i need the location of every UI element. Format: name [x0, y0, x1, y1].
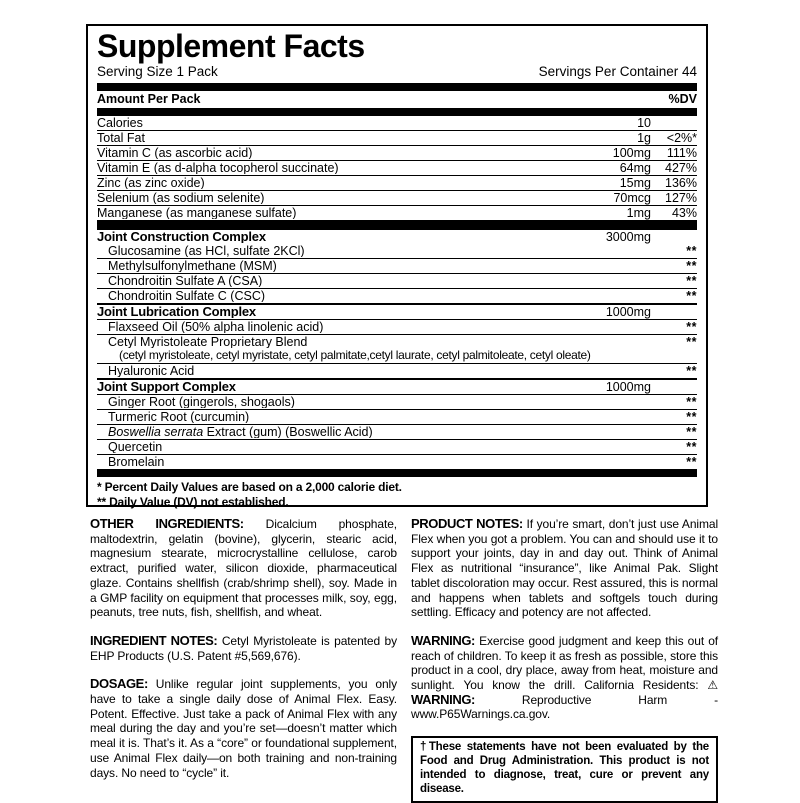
nutrient-amount: 15mg: [619, 176, 651, 190]
nutrient-amount: 70mcg: [613, 191, 651, 205]
section-header-joint-support: [97, 378, 697, 394]
ingredient-name: Glucosamine (as HCl, sulfate 2KCl): [108, 245, 305, 257]
divider-bar: [97, 469, 697, 477]
supplement-facts-panel: [86, 24, 708, 507]
amount-per-pack-header: Amount Per Pack: [97, 92, 201, 106]
ingredient-dv: **: [686, 259, 697, 273]
other-ingredients-label: OTHER INGREDIENTS:: [90, 516, 244, 531]
section-name: Joint Support Complex: [97, 381, 236, 393]
section-item: [97, 258, 697, 273]
divider-bar: [97, 83, 697, 91]
nutrient-name: Calories: [97, 117, 143, 129]
ingredient-name: Cetyl Myristoleate Proprietary Blend: [108, 336, 308, 348]
ingredient-dv: **: [686, 455, 697, 469]
ingredient-dv: **: [686, 410, 697, 424]
nutrient-amount: 64mg: [619, 161, 651, 175]
nutrient-name: Zinc (as zinc oxide): [97, 177, 205, 189]
divider-bar: [97, 108, 697, 116]
nutrient-dv: 111%: [666, 146, 697, 160]
section-item: [97, 319, 697, 334]
ingredient-dv: **: [686, 364, 697, 378]
product-notes-text: If you’re smart, don’t just use Animal Flex when you got a problem. You can and should use it to support your joints, day in and day out. Think of Animal Flex as nutritional “insurance”, like Animal Pak. Slight tablet discoloration may occur. Rest assured, this is normal and happens when tablets and softgels touch during settling. Efficacy and potency are not affected.: [411, 517, 719, 620]
nutrient-row-zinc: [97, 175, 697, 190]
section-item: [97, 454, 697, 469]
nutrient-dv: 136%: [665, 176, 697, 190]
info-column-right: [411, 517, 718, 803]
section-item: [97, 288, 697, 303]
ingredient-name: Hyaluronic Acid: [108, 365, 195, 377]
section-item: [97, 394, 697, 409]
nutrient-name: Vitamin E (as d-alpha tocopherol succinate): [97, 162, 339, 174]
ingredient-name: Chondroitin Sulfate A (CSA): [108, 275, 263, 287]
warning-triangle-icon: ⚠: [707, 678, 718, 693]
nutrient-row-selenium: [97, 190, 697, 205]
ingredient-name: Ginger Root (gingerols, shogaols): [108, 396, 295, 408]
section-name: Joint Lubrication Complex: [97, 306, 256, 318]
nutrient-name: Selenium (as sodium selenite): [97, 192, 265, 204]
section-item: [97, 439, 697, 454]
nutrient-row-vitamin-c: [97, 145, 697, 160]
ingredient-dv: **: [686, 244, 697, 258]
column-header-row: [97, 91, 697, 108]
nutrient-dv: 427%: [665, 161, 697, 175]
info-column-left: [90, 517, 397, 794]
fda-disclaimer-box: [411, 736, 718, 803]
warning-label: WARNING:: [411, 632, 475, 648]
dosage-label: DOSAGE:: [90, 676, 148, 692]
divider-bar: [97, 220, 697, 228]
panel-footnotes: [97, 480, 697, 510]
footnote-dv-not-established: ** Daily Value (DV) not established.: [97, 495, 289, 509]
nutrient-name: Manganese (as manganese sulfate): [97, 207, 297, 219]
dv-header: %DV: [668, 92, 697, 106]
other-ingredients-paragraph: [90, 517, 397, 620]
ingredient-name: Bromelain: [108, 456, 165, 468]
section-item: [97, 409, 697, 424]
dosage-text: Unlike regular joint supplements, you only have to take a single daily dose of Animal Flex. Easy. Potent. Effective. Just take a pack of Animal Flex with any meal during the day and you’re set—doesn’t matter which meal it is. That’s it. As a “core” or foundational supplement, use Animal Flex daily—on both training and non-training days. No need to “cycle” it.: [90, 677, 398, 780]
nutrient-dv: 43%: [671, 206, 697, 220]
ingredient-name: Turmeric Root (curcumin): [108, 411, 250, 423]
nutrient-amount: 100mg: [612, 146, 651, 160]
ingredient-name: Quercetin: [108, 441, 163, 453]
ingredient-dv: **: [686, 274, 697, 288]
ingredient-name-italic: Boswellia serrata: [108, 426, 204, 438]
section-item: [97, 334, 697, 349]
ingredient-name: Chondroitin Sulfate C (CSC): [108, 290, 266, 302]
warning-paragraph: [411, 634, 718, 722]
nutrient-row-total-fat: [97, 130, 697, 145]
ingredient-dv: **: [686, 335, 697, 349]
section-header-joint-lubrication: [97, 303, 697, 319]
ingredient-name-rest: Extract (gum) (Boswellic Acid): [203, 426, 373, 438]
warning-text-2: Reproductive Harm - www.P65Warnings.ca.gov.: [411, 692, 718, 722]
nutrient-name: Vitamin C (as ascorbic acid): [97, 147, 253, 159]
ingredient-name: Flaxseed Oil (50% alpha linolenic acid): [108, 321, 324, 333]
product-notes-label: PRODUCT NOTES:: [411, 516, 523, 531]
nutrient-dv: <2%*: [666, 131, 697, 145]
section-item: [97, 244, 697, 258]
ingredient-dv: **: [686, 440, 697, 454]
ingredient-name: Methylsulfonylmethane (MSM): [108, 260, 277, 272]
ingredient-dv: **: [686, 395, 697, 409]
ingredient-name: [97, 426, 651, 438]
section-amount: 1000mg: [605, 305, 651, 319]
nutrient-row-calories: [97, 116, 697, 130]
ingredient-dv: **: [686, 320, 697, 334]
section-item: [97, 363, 697, 378]
ingredient-dv: **: [686, 425, 697, 439]
nutrient-amount: 10: [637, 116, 651, 130]
section-header-joint-construction: [97, 228, 697, 244]
fda-disclaimer-text: †These statements have not been evaluated by the Food and Drug Administration. This product is not intended to diagnose, treat, cure or prevent any disease.: [420, 741, 709, 795]
servings-per-container: Servings Per Container 44: [538, 64, 697, 79]
section-name: Joint Construction Complex: [97, 231, 266, 243]
section-amount: 3000mg: [605, 230, 651, 244]
ingredient-subtext: (cetyl myristoleate, cetyl myristate, cetyl palmitate,cetyl laurate, cetyl palmitoleate, cetyl oleate): [119, 349, 591, 362]
nutrient-name: Total Fat: [97, 132, 145, 144]
ingredient-dv: **: [686, 289, 697, 303]
section-amount: 1000mg: [605, 380, 651, 394]
other-ingredients-text: Dicalcium phosphate, maltodextrin, gelatin (bovine), glycerin, stearic acid, magnesium stearate, microcrystalline cellulose, carob extract, purified water, silicon dioxide, pharmaceutical glaze. Contains shellfish (crab/shrimp shell), soy. Made in a GMP facility on equipment that processes milk, soy, egg, peanuts, tree nuts, fish, shellfish, and wheat.: [90, 517, 397, 620]
dosage-paragraph: [90, 677, 397, 780]
nutrient-amount: 1g: [637, 131, 651, 145]
footnote-daily-values: * Percent Daily Values are based on a 2,000 calorie diet.: [97, 480, 402, 494]
nutrient-row-manganese: [97, 205, 697, 220]
nutrient-row-vitamin-e: [97, 160, 697, 175]
ingredient-notes-paragraph: [90, 634, 397, 663]
serving-row: [97, 63, 697, 83]
nutrient-amount: 1mg: [626, 206, 651, 220]
section-item: [97, 273, 697, 288]
section-item-boswellia: [97, 424, 697, 439]
warning-label-2: WARNING:: [411, 691, 475, 707]
ingredient-notes-text: Cetyl Myristoleate is patented by EHP Products (U.S. Patent #5,569,676).: [90, 633, 397, 663]
nutrient-dv: 127%: [665, 191, 697, 205]
ingredient-notes-label: INGREDIENT NOTES:: [90, 632, 218, 648]
panel-title: Supplement Facts: [97, 28, 365, 64]
product-notes-paragraph: [411, 517, 718, 620]
warning-text: Exercise good judgment and keep this out of reach of children. To keep it as fresh as possible, store this product in a cool, dry place, away from heat, moisture and sunlight. You know the drill. California Residents:: [411, 633, 719, 693]
serving-size: Serving Size 1 Pack: [97, 64, 218, 79]
